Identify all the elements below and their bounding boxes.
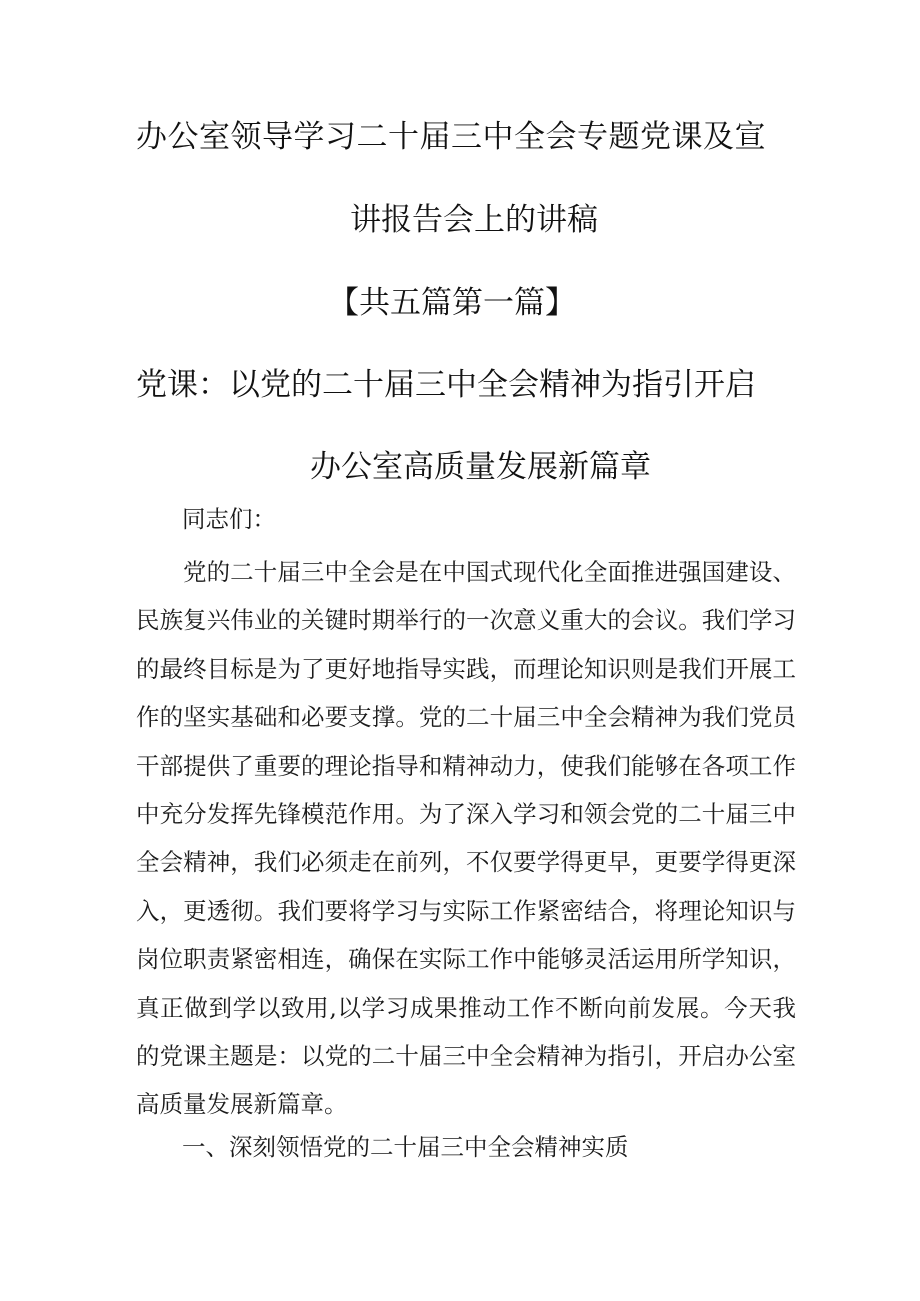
lesson-title-line-2: 办公室高质量发展新篇章 bbox=[310, 449, 651, 485]
document-title-line-1: 办公室领导学习二十届三中全会专题党课及宣 bbox=[136, 119, 766, 155]
body-paragraph: 党的二十届三中全会是在中国式现代化全面推进强国建设、民族复兴伟业的关键时期举行的一次意义重大的会议。我们学习的最终目标是为了更好地指导实践，而理论知识则是我们开展工作的坚实基础和必要支撑。党的二十届三中全会精神为我们党员干部提供了重要的理论指导和精神动力，使我们能够在各项工作中充分发挥先锋模范作用。为了深入学习和领会党的二十届三中全会精神，我们必须走在前列，不仅要学得更早，更要学得更深入，更透彻。我们要将学习与实际工作紧密结合，将理论知识与岗位职责紧密相连，确保在实际工作中能够灵活运用所学知识，真正做到学以致用,以学习成果推动工作不断向前发展。今天我的党课主题是：以党的二十届三中全会精神为指引，开启办公室高质量发展新篇章。 bbox=[136, 558, 796, 1119]
document-subtitle: 【共五篇第一篇】 bbox=[328, 285, 576, 321]
greeting: 同志们： bbox=[182, 505, 276, 533]
section-heading: 一、深刻领悟党的二十届三中全会精神实质 bbox=[182, 1133, 629, 1161]
document-title-line-2: 讲报告会上的讲稿 bbox=[350, 202, 598, 238]
lesson-title-line-1: 党课：以党的二十届三中全会精神为指引开启 bbox=[136, 367, 756, 403]
